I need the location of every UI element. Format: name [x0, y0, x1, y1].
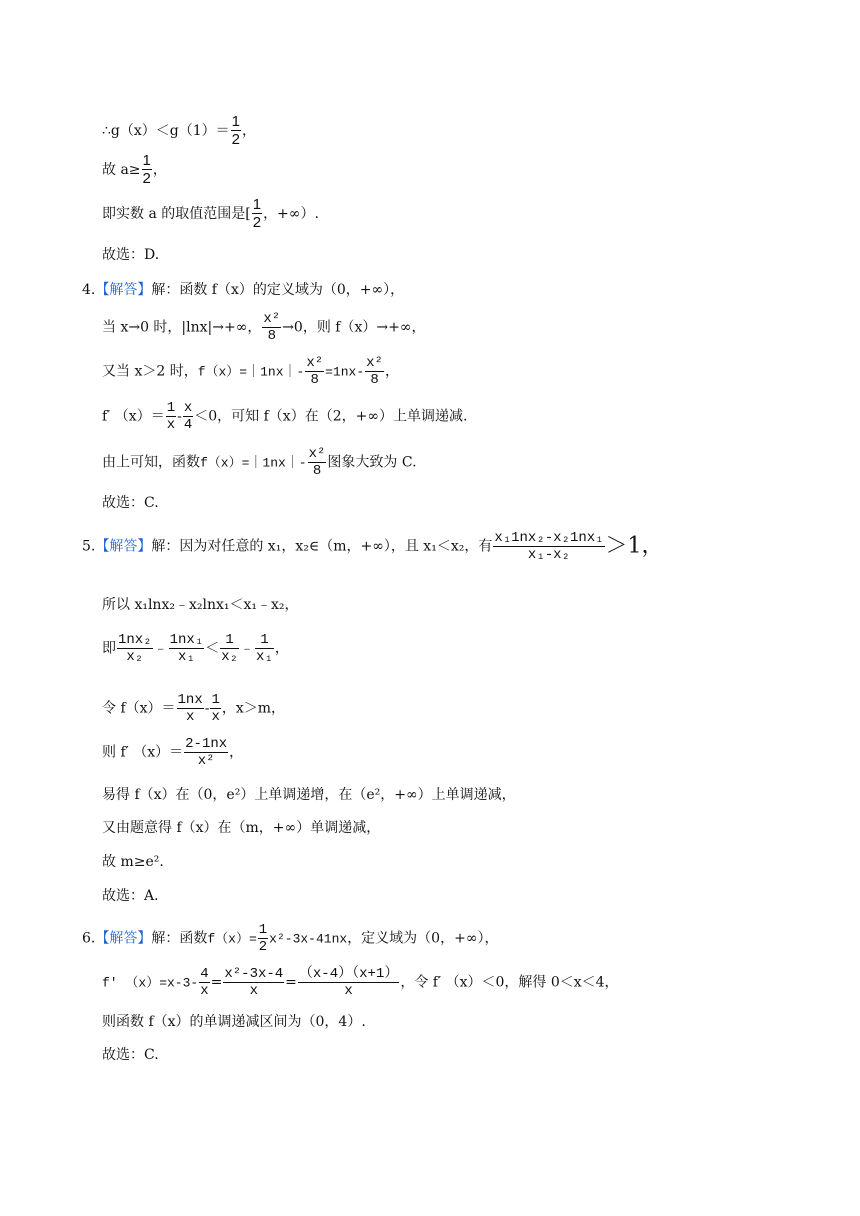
q4-line-5: 由上可知，函数f（x）=｜1nx｜- $\frac{\text{x²}}{8}$ 图象大致为 C.: [102, 446, 417, 480]
question-number: 4.: [82, 282, 96, 298]
q4-line-2: 当 x→0 时，|lnx|→+∞， $\frac{\text{x²}}{8}$ →0，则 f（x）→+∞，: [102, 311, 426, 345]
fraction: $\frac{1}{\text{x₁}}$: [256, 632, 273, 666]
fraction: $\frac{1}{2}$: [142, 152, 151, 188]
question-number: 6.: [82, 930, 96, 947]
q6-line-2: f′ （x）=x-3- $\frac{4}{x}$ = $\frac{\text{x²-3x-4}}{x}$ = $\frac{(x-4)(x+1)}{x}$ ，令 f′ （x）＜0，解得 0＜x＜4，: [102, 966, 619, 1000]
fraction: $\frac{\text{1nx₂}}{\text{x₂}}$: [118, 632, 152, 666]
fraction: $\frac{2-1nx}{\text{x²}}$: [185, 736, 228, 770]
solution-tag: 【解答】: [95, 282, 152, 298]
fraction: $\frac{1}{2}$: [252, 196, 262, 232]
q6-line-1: 6.【解答】解：函数f（x）= $\frac{1}{2}$ x²-3x-41nx，定义域为（0，+∞），: [82, 922, 499, 956]
q5-line-2: 所以 x₁lnx₂﹣x₂lnx₁＜x₁﹣x₂，: [102, 597, 299, 613]
line-range: 即实数 a 的取值范围是[ $\frac{1}{2}$ ，+∞）.: [102, 196, 319, 232]
fraction: $\frac{\text{x²}}{8}$: [263, 311, 281, 345]
question-number: 5.: [82, 538, 96, 555]
fraction: $\frac{4}{x}$: [200, 966, 209, 1000]
q4-line-3: 又当 x＞2 时，f（x）=｜1nx｜- $\frac{\text{x²}}{8}$ =1nx- $\frac{\text{x²}}{8}$ ，: [102, 355, 399, 389]
q5-answer: 故选：A.: [102, 888, 159, 904]
line-g-inequality: ∴g（x）＜g（1）＝ $\frac{1}{2}$ ，: [102, 113, 256, 149]
fraction: $\frac{\text{x₁1nx₂-x₂1nx₁}}{\text{x₁-x₂}}$: [494, 530, 604, 564]
fraction: $\frac{x}{4}$: [183, 400, 193, 434]
fraction: $\frac{1}{\text{x₂}}$: [221, 632, 239, 666]
q5-line-6: 易得 f（x）在（0，e²）上单调递增，在（e²，+∞）上单调递减，: [102, 787, 516, 803]
q4-answer: 故选：C.: [102, 495, 159, 511]
solution-tag: 【解答】: [95, 930, 152, 947]
q6-answer: 故选：C.: [102, 1047, 159, 1063]
fraction: $\frac{\text{x²}}{8}$: [306, 355, 324, 389]
fraction: $\frac{(x-4)(x+1)}{x}$: [298, 966, 399, 1000]
fraction: $\frac{1}{x}$: [166, 400, 176, 434]
q5-line-7: 又由题意得 f（x）在（m，+∞）单调递减，: [102, 820, 381, 836]
fraction: $\frac{1}{x}$: [211, 692, 220, 726]
solution-tag: 【解答】: [95, 538, 152, 555]
fraction: $\frac{1}{2}$: [231, 113, 240, 149]
answer-choice-3: 故选：D.: [102, 247, 160, 263]
fraction: $\frac{\text{x²}}{8}$: [366, 355, 383, 389]
fraction: $\frac{\text{x²-3x-4}}{x}$: [224, 966, 284, 1000]
line-a-bound: 故 a≥ $\frac{1}{2}$ ，: [102, 152, 167, 188]
q4-line-1: 4.【解答】解：函数 f（x）的定义域为（0，+∞），: [82, 282, 405, 298]
fraction: $\frac{1}{2}$: [258, 922, 268, 956]
q5-line-1: 5.【解答】解：因为对任意的 x₁，x₂∈（m，+∞），且 x₁＜x₂，有 $\frac{\text{x₁1nx₂-x₂1nx₁}}{\text{x₁-x₂}}$ ＞1，: [82, 530, 664, 564]
fraction: $\frac{1nx}{x}$: [177, 692, 203, 726]
q5-line-4: 令 f（x）＝ $\frac{1nx}{x}$ - $\frac{1}{x}$ ，x＞m，: [102, 692, 286, 726]
fraction: $\frac{\text{1nx₁}}{\text{x₁}}$: [169, 632, 204, 666]
fraction: $\frac{\text{x²}}{8}$: [308, 446, 326, 480]
q5-line-8: 故 m≥e².: [102, 854, 164, 870]
q4-line-4: f′ （x）＝ $\frac{1}{x}$ - $\frac{x}{4}$ ＜0，可知 f（x）在（2，+∞）上单调递减.: [102, 400, 468, 434]
q6-line-3: 则函数 f（x）的单调递减区间为（0，4）.: [102, 1014, 366, 1030]
q5-line-3: 即 $\frac{\text{1nx₂}}{\text{x₂}}$ ﹣ $\frac{\text{1nx₁}}{\text{x₁}}$ ＜ $\frac{1}{\text{x₂}}$ ﹣ $\frac{1}{\text{x₁}}$ ，: [102, 632, 289, 666]
q5-line-5: 则 f′ （x）＝ $\frac{2-1nx}{\text{x²}}$ ，: [102, 736, 244, 770]
